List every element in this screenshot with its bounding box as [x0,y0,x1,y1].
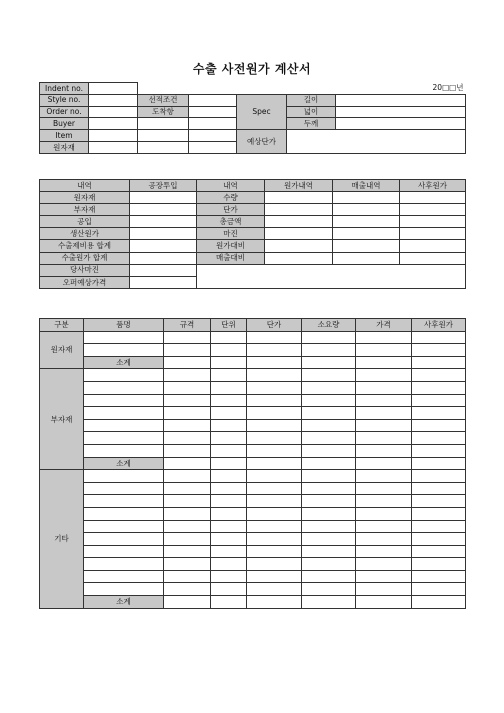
table-cell[interactable] [247,570,302,583]
indent-no-label: Indent no. [40,83,89,95]
col-header: 내역 [40,180,130,192]
table-cell[interactable] [247,419,302,432]
table-row [40,470,466,483]
table-cell[interactable] [412,356,466,369]
table-row [40,570,466,583]
table-cell[interactable] [356,583,412,596]
col-header: 원가내역 [265,180,333,192]
table-cell[interactable] [302,482,356,495]
header-table [39,82,466,154]
table-row [40,495,466,508]
table-cell[interactable] [302,520,356,533]
table-cell[interactable] [164,545,211,558]
right-item-label: 매출대비 [197,252,265,264]
table-cell[interactable] [356,432,412,445]
table-cell[interactable] [302,356,356,369]
table-row [40,558,466,571]
table-cell[interactable] [84,533,164,546]
table-cell[interactable] [84,419,164,432]
table-cell[interactable] [356,419,412,432]
factory-input-cell[interactable] [130,204,197,216]
table-cell[interactable] [412,583,466,596]
table-cell[interactable] [211,507,247,520]
table-cell[interactable] [247,444,302,457]
table-cell[interactable] [302,507,356,520]
table-cell[interactable] [84,381,164,394]
factory-input-cell[interactable] [130,216,197,228]
left-item-label: 생산원가 [40,228,130,240]
factory-input-cell[interactable] [130,276,197,288]
raw-material-extra-2[interactable] [189,141,237,153]
table-row [40,520,466,533]
table-row [40,344,466,357]
table-cell[interactable] [412,558,466,571]
depth-label: 길이 [287,94,336,106]
table-cell[interactable] [84,407,164,420]
col-header: 가격 [356,319,412,332]
item-extra-1[interactable] [138,130,189,142]
table-cell[interactable] [356,570,412,583]
table-cell[interactable] [302,394,356,407]
table-cell[interactable] [247,482,302,495]
left-item-label: 원자재 [40,192,130,204]
table-cell[interactable] [164,407,211,420]
table-cell[interactable] [211,331,247,344]
table-cell[interactable] [356,331,412,344]
table-cell[interactable] [164,432,211,445]
table-cell[interactable] [211,570,247,583]
col-header: 내역 [197,180,265,192]
table-cell[interactable] [247,407,302,420]
table-cell[interactable] [247,507,302,520]
table-cell[interactable] [84,482,164,495]
table-cell[interactable] [247,331,302,344]
cost-cell[interactable] [265,240,333,252]
item-extra-2[interactable] [189,130,237,142]
table-cell[interactable] [302,495,356,508]
table-cell[interactable] [302,470,356,483]
table-cell[interactable] [302,381,356,394]
table-row [40,356,466,369]
table-row [40,507,466,520]
col-header: 단가 [247,319,302,332]
table-cell[interactable] [164,457,211,470]
thickness-label: 두께 [287,118,336,130]
sales-cell[interactable] [333,192,400,204]
left-item-label: 수출원가 합계 [40,252,130,264]
table-cell[interactable] [164,570,211,583]
sales-cell[interactable] [333,240,400,252]
col-header: 규격 [164,319,211,332]
table-cell[interactable] [164,344,211,357]
table-cell[interactable] [247,432,302,445]
table-cell[interactable] [412,470,466,483]
post-cost-cell[interactable] [400,216,466,228]
table-cell[interactable] [164,369,211,382]
table-cell[interactable] [164,381,211,394]
table-cell[interactable] [164,558,211,571]
cost-summary-table [39,179,466,289]
table-cell[interactable] [302,545,356,558]
table-cell[interactable] [247,545,302,558]
table-cell[interactable] [412,507,466,520]
table-cell[interactable] [84,344,164,357]
factory-input-cell[interactable] [130,192,197,204]
table-cell[interactable] [356,495,412,508]
sales-cell[interactable] [333,216,400,228]
col-header: 사후원가 [400,180,466,192]
table-cell[interactable] [356,444,412,457]
table-cell[interactable] [356,596,412,609]
table-cell[interactable] [247,381,302,394]
table-cell[interactable] [84,369,164,382]
cost-cell[interactable] [265,192,333,204]
table-cell[interactable] [356,381,412,394]
table-cell[interactable] [412,545,466,558]
col-header: 매출내역 [333,180,400,192]
table-cell[interactable] [211,482,247,495]
table-cell[interactable] [412,533,466,546]
table-cell[interactable] [164,356,211,369]
table-cell[interactable] [247,369,302,382]
table-cell[interactable] [211,432,247,445]
table-cell[interactable] [84,520,164,533]
arrival-port-field[interactable] [189,106,237,118]
table-cell[interactable] [211,457,247,470]
table-cell[interactable] [164,583,211,596]
order-no-field[interactable] [89,106,138,118]
col-header: 품명 [84,319,164,332]
buyer-label: Buyer [40,118,89,130]
table-cell[interactable] [247,533,302,546]
table-row [40,457,466,470]
table-cell[interactable] [84,495,164,508]
table-cell[interactable] [211,495,247,508]
col-header: 소요량 [302,319,356,332]
table-cell[interactable] [302,583,356,596]
col-header: 공장투입 [130,180,197,192]
table-cell[interactable] [211,419,247,432]
table-cell[interactable] [412,432,466,445]
table-cell[interactable] [356,507,412,520]
table-cell[interactable] [247,394,302,407]
factory-input-cell[interactable] [130,264,197,276]
table-cell[interactable] [164,482,211,495]
section-label: 부자재 [40,369,84,470]
table-cell[interactable] [164,520,211,533]
raw-material-label: 원자재 [40,141,89,153]
table-cell[interactable] [211,381,247,394]
table-row [40,369,466,382]
table-cell[interactable] [211,520,247,533]
table-cell[interactable] [211,533,247,546]
table-cell[interactable] [412,495,466,508]
table-cell[interactable] [84,583,164,596]
width-label: 넓이 [287,106,336,118]
table-cell[interactable] [356,369,412,382]
table-cell[interactable] [356,533,412,546]
post-cost-cell[interactable] [400,240,466,252]
table-cell[interactable] [302,596,356,609]
table-cell[interactable] [84,331,164,344]
table-cell[interactable] [412,444,466,457]
table-cell[interactable] [302,558,356,571]
table-cell[interactable] [247,596,302,609]
table-cell[interactable] [412,457,466,470]
table-row [40,545,466,558]
right-item-label: 수량 [197,192,265,204]
table-cell[interactable] [302,432,356,445]
factory-input-cell[interactable] [130,228,197,240]
table-cell[interactable] [356,457,412,470]
table-cell[interactable] [164,507,211,520]
raw-material-extra-1[interactable] [138,141,189,153]
table-cell[interactable] [211,344,247,357]
table-cell[interactable] [84,507,164,520]
table-cell[interactable] [412,482,466,495]
post-cost-cell[interactable] [400,204,466,216]
subtotal-label: 소계 [84,596,164,609]
left-item-label: 당사마진 [40,264,130,276]
table-cell[interactable] [164,533,211,546]
table-cell[interactable] [211,596,247,609]
table-row [40,394,466,407]
order-no-label: Order no. [40,106,89,118]
table-cell[interactable] [247,558,302,571]
table-cell[interactable] [84,394,164,407]
table-cell[interactable] [164,419,211,432]
spec-label: Spec [237,94,287,129]
table-cell[interactable] [211,470,247,483]
left-item-label: 오퍼예상가격 [40,276,130,288]
table-cell[interactable] [247,457,302,470]
item-field[interactable] [89,130,138,142]
table-cell[interactable] [211,369,247,382]
cost-cell[interactable] [265,252,333,264]
table-cell[interactable] [302,407,356,420]
year-field: 20□□년 [432,83,464,93]
section-label: 기타 [40,470,84,609]
page-title: 수출 사전원가 계산서 [192,62,312,76]
table-cell[interactable] [247,470,302,483]
table-cell[interactable] [211,356,247,369]
style-no-label: Style no. [40,94,89,106]
col-header: 구분 [40,319,84,332]
subtotal-label: 소계 [84,457,164,470]
table-cell[interactable] [302,457,356,470]
detail-table [39,318,466,609]
table-cell[interactable] [356,545,412,558]
left-item-label: 수출제비용 합계 [40,240,130,252]
table-row [40,444,466,457]
table-cell[interactable] [412,381,466,394]
table-row [40,432,466,445]
table-row [40,583,466,596]
table-row [40,419,466,432]
table-cell[interactable] [356,394,412,407]
table-cell[interactable] [302,533,356,546]
col-header: 단위 [211,319,247,332]
left-item-label: 공입 [40,216,130,228]
table-row [40,482,466,495]
table-cell[interactable] [164,470,211,483]
right-item-label: 마진 [197,228,265,240]
table-cell[interactable] [164,495,211,508]
table-cell[interactable] [247,356,302,369]
table-cell[interactable] [164,596,211,609]
table-cell[interactable] [247,583,302,596]
table-cell[interactable] [302,444,356,457]
table-row [40,407,466,420]
table-cell[interactable] [211,394,247,407]
cost-cell[interactable] [265,216,333,228]
right-item-label: 원가대비 [197,240,265,252]
shipment-terms-field[interactable] [189,94,237,106]
buyer-extra-2[interactable] [189,118,237,130]
table-cell[interactable] [84,570,164,583]
factory-input-cell[interactable] [130,240,197,252]
table-row [40,381,466,394]
table-cell[interactable] [84,545,164,558]
depth-field[interactable] [336,94,466,106]
table-row [40,596,466,609]
col-header: 사후원가 [412,319,466,332]
width-field[interactable] [336,106,466,118]
subtotal-label: 소계 [84,356,164,369]
table-cell[interactable] [412,570,466,583]
table-cell[interactable] [211,558,247,571]
table-cell[interactable] [412,344,466,357]
table-cell[interactable] [412,596,466,609]
buyer-field[interactable] [89,118,138,130]
table-cell[interactable] [356,356,412,369]
table-cell[interactable] [412,331,466,344]
table-cell[interactable] [211,545,247,558]
right-item-label: 단가 [197,204,265,216]
table-cell[interactable] [164,331,211,344]
style-no-field[interactable] [89,94,138,106]
post-cost-cell[interactable] [400,192,466,204]
table-cell[interactable] [302,369,356,382]
left-item-label: 부자재 [40,204,130,216]
sales-cell[interactable] [333,204,400,216]
indent-no-field[interactable] [89,83,138,95]
thickness-field[interactable] [336,118,466,130]
buyer-extra-1[interactable] [138,118,189,130]
right-item-label: 총금액 [197,216,265,228]
table-cell[interactable] [356,482,412,495]
table-cell[interactable] [302,570,356,583]
post-cost-cell[interactable] [400,228,466,240]
sales-cell[interactable] [333,252,400,264]
table-cell[interactable] [356,558,412,571]
table-cell[interactable] [356,470,412,483]
factory-input-cell[interactable] [130,252,197,264]
table-cell[interactable] [412,394,466,407]
table-cell[interactable] [356,407,412,420]
arrival-port-label: 도착항 [138,106,189,118]
table-cell[interactable] [84,444,164,457]
table-cell[interactable] [164,444,211,457]
table-cell[interactable] [302,344,356,357]
table-cell[interactable] [247,344,302,357]
table-cell[interactable] [412,369,466,382]
table-cell[interactable] [356,520,412,533]
item-label: Item [40,130,89,142]
table-cell[interactable] [211,407,247,420]
table-cell[interactable] [412,520,466,533]
sales-cell[interactable] [333,228,400,240]
section-label: 원자재 [40,331,84,369]
table-cell[interactable] [84,470,164,483]
table-cell[interactable] [302,331,356,344]
cost-cell[interactable] [265,228,333,240]
cost-cell[interactable] [265,204,333,216]
table-cell[interactable] [84,558,164,571]
table-cell[interactable] [247,495,302,508]
post-cost-cell[interactable] [400,252,466,264]
expected-unit-price-label: 예상단가 [237,130,287,154]
table-cell[interactable] [247,520,302,533]
summary-note-area[interactable] [197,264,466,288]
shipment-terms-label: 선적조건 [138,94,189,106]
raw-material-field[interactable] [89,141,138,153]
table-cell[interactable] [164,394,211,407]
table-cell[interactable] [211,444,247,457]
table-cell[interactable] [412,407,466,420]
table-row [40,331,466,344]
table-cell[interactable] [84,432,164,445]
table-cell[interactable] [356,344,412,357]
table-cell[interactable] [302,419,356,432]
table-cell[interactable] [211,583,247,596]
table-row [40,533,466,546]
expected-unit-price-field[interactable] [287,130,466,154]
table-cell[interactable] [412,419,466,432]
